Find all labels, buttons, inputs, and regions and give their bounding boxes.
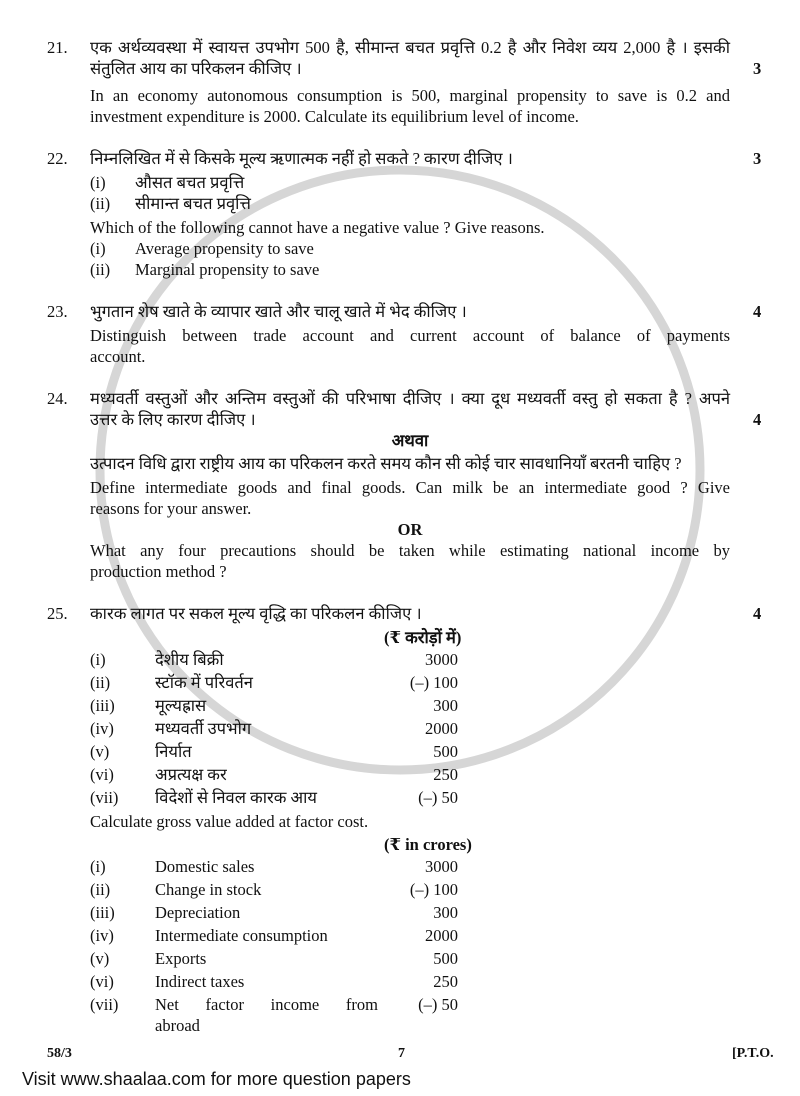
unit-label-english: (₹ in crores) [384, 835, 472, 854]
question-number: 22. [47, 149, 68, 168]
marks: 4 [753, 410, 762, 429]
row-number: (vii) [90, 788, 119, 807]
question-text-english: Which of the following cannot have a negative value ? Give reasons. [90, 218, 545, 237]
option-text: सीमान्त बचत प्रवृत्ति [135, 194, 251, 213]
option-number: (i) [90, 173, 106, 192]
question-text-hindi: भुगतान शेष खाते के व्यापार खाते और चालू खाते में भेद कीजिए । [90, 302, 467, 321]
row-label: Indirect taxes [155, 972, 245, 991]
row-label: मूल्यह्रास [155, 696, 207, 715]
data-table-english [90, 855, 730, 1037]
row-number: (ii) [90, 673, 111, 692]
question-21 [47, 37, 800, 127]
question-number: 21. [47, 38, 68, 57]
question-number: 23. [47, 302, 68, 321]
row-number: (iii) [90, 903, 115, 922]
row-number: (i) [90, 857, 106, 876]
question-text-hindi: एक अर्थव्यवस्था में स्वायत्त उपभोग 500 है, सीमान्त बचत प्रवृत्ति 0.2 है और निवेश व्यय 2,000 है । इसकी [90, 38, 730, 57]
alternative-question-english: production method ? [90, 562, 227, 581]
question-text-english: reasons for your answer. [90, 499, 252, 518]
row-value: 3000 [425, 650, 458, 669]
row-number: (ii) [90, 880, 111, 899]
question-text-hindi-block [90, 37, 730, 79]
row-number: (iv) [90, 719, 114, 738]
page-number: 7 [398, 1046, 405, 1061]
question-text-english: Distinguish between trade account and current account of balance of payments [90, 326, 730, 345]
row-value: 500 [433, 742, 458, 761]
row-value: 2000 [425, 719, 458, 738]
row-number: (v) [90, 742, 110, 761]
option-number: (i) [90, 239, 106, 258]
marks: 3 [753, 149, 762, 168]
row-label: मध्यवर्ती उपभोग [155, 719, 252, 738]
question-25 [47, 603, 800, 1037]
row-number: (vi) [90, 765, 114, 784]
question-22 [47, 148, 800, 280]
question-text-english: In an economy autonomous consumption is 500, marginal propensity to save is 0.2 and [90, 86, 730, 105]
question-text-english-block [90, 85, 730, 127]
option-number: (ii) [90, 260, 111, 279]
question-text-english: investment expenditure is 2000. Calculate its equilibrium level of income. [90, 107, 579, 126]
website-banner: Visit www.shaalaa.com for more question papers [22, 1069, 411, 1089]
question-24 [47, 388, 800, 582]
please-turn-over: [P.T.O. [732, 1046, 774, 1061]
row-value: 500 [433, 949, 458, 968]
question-text-english-block [90, 325, 730, 367]
row-number: (vii) [90, 995, 119, 1014]
alternative-question-hindi: उत्पादन विधि द्वारा राष्ट्रीय आय का परिकलन करते समय कौन सी कोई चार सावधानियाँ बरतनी चाहिए ? [90, 454, 682, 473]
row-label-text: Net factor income from [155, 995, 378, 1014]
row-value: 2000 [425, 926, 458, 945]
row-number: (iii) [90, 696, 115, 715]
unit-label-hindi: (₹ करोड़ों में) [384, 628, 462, 647]
question-text-english: account. [90, 347, 146, 366]
row-number: (iv) [90, 926, 114, 945]
option-list-hindi [90, 172, 730, 214]
row-label: अप्रत्यक्ष कर [155, 765, 227, 784]
row-label: विदेशों से निवल कारक आय [155, 788, 317, 807]
row-label: Exports [155, 949, 207, 968]
row-label: निर्यात [155, 742, 192, 761]
question-text-hindi: कारक लागत पर सकल मूल्य वृद्धि का परिकलन कीजिए । [90, 604, 422, 623]
row-value: 250 [433, 972, 458, 991]
question-text-hindi: मध्यवर्ती वस्तुओं और अन्तिम वस्तुओं की परिभाषा दीजिए । क्या दूध मध्यवर्ती वस्तु हो सकता है ? अपने [90, 389, 731, 408]
question-text-english-block [90, 477, 730, 519]
question-text-hindi-block [90, 388, 730, 430]
question-text-english: Calculate gross value added at factor cost. [90, 812, 369, 831]
row-value: (–) 50 [418, 995, 458, 1014]
row-value: 3000 [425, 857, 458, 876]
row-value: 300 [433, 696, 458, 715]
marks: 4 [753, 604, 762, 623]
data-table-hindi [90, 648, 730, 809]
row-value: 250 [433, 765, 458, 784]
option-number: (ii) [90, 194, 111, 213]
paper-code: 58/3 [47, 1046, 72, 1061]
question-number: 24. [47, 389, 68, 408]
option-text: औसत बचत प्रवृत्ति [135, 173, 245, 192]
row-number: (v) [90, 949, 110, 968]
row-label: Intermediate consumption [155, 926, 328, 945]
question-text-hindi: संतुलित आय का परिकलन कीजिए । [90, 59, 302, 78]
row-value: (–) 100 [409, 673, 458, 692]
alternative-question-english-block [90, 540, 730, 582]
or-separator-english: OR [397, 520, 423, 539]
row-label-continued: abroad [155, 1016, 200, 1035]
question-23 [47, 301, 800, 367]
question-number: 25. [47, 604, 68, 623]
page-footer [47, 1043, 800, 1064]
row-number: (vi) [90, 972, 114, 991]
option-text: Average propensity to save [135, 239, 314, 258]
question-text-hindi: उत्तर के लिए कारण दीजिए । [90, 410, 256, 429]
row-value: 300 [433, 903, 458, 922]
row-value: (–) 50 [418, 788, 458, 807]
marks: 4 [753, 302, 762, 321]
row-value: (–) 100 [409, 880, 458, 899]
or-separator-hindi: अथवा [391, 431, 429, 450]
option-list-english [90, 238, 730, 280]
marks: 3 [753, 59, 762, 78]
option-text: Marginal propensity to save [135, 260, 320, 279]
question-text-hindi: निम्नलिखित में से किसके मूल्य ऋणात्मक नहीं हो सकते ? कारण दीजिए । [90, 149, 513, 168]
alternative-question-english: What any four precautions should be taken while estimating national income by [90, 541, 730, 560]
question-text-english: Define intermediate goods and final goods. Can milk be an intermediate good ? Give [90, 478, 730, 497]
row-label [155, 993, 378, 1037]
row-label: Change in stock [155, 880, 262, 899]
row-label: स्टॉक में परिवर्तन [155, 673, 253, 692]
row-label: देशीय बिक्री [155, 650, 224, 669]
row-label: Domestic sales [155, 857, 255, 876]
row-label: Depreciation [155, 903, 241, 922]
row-number: (i) [90, 650, 106, 669]
